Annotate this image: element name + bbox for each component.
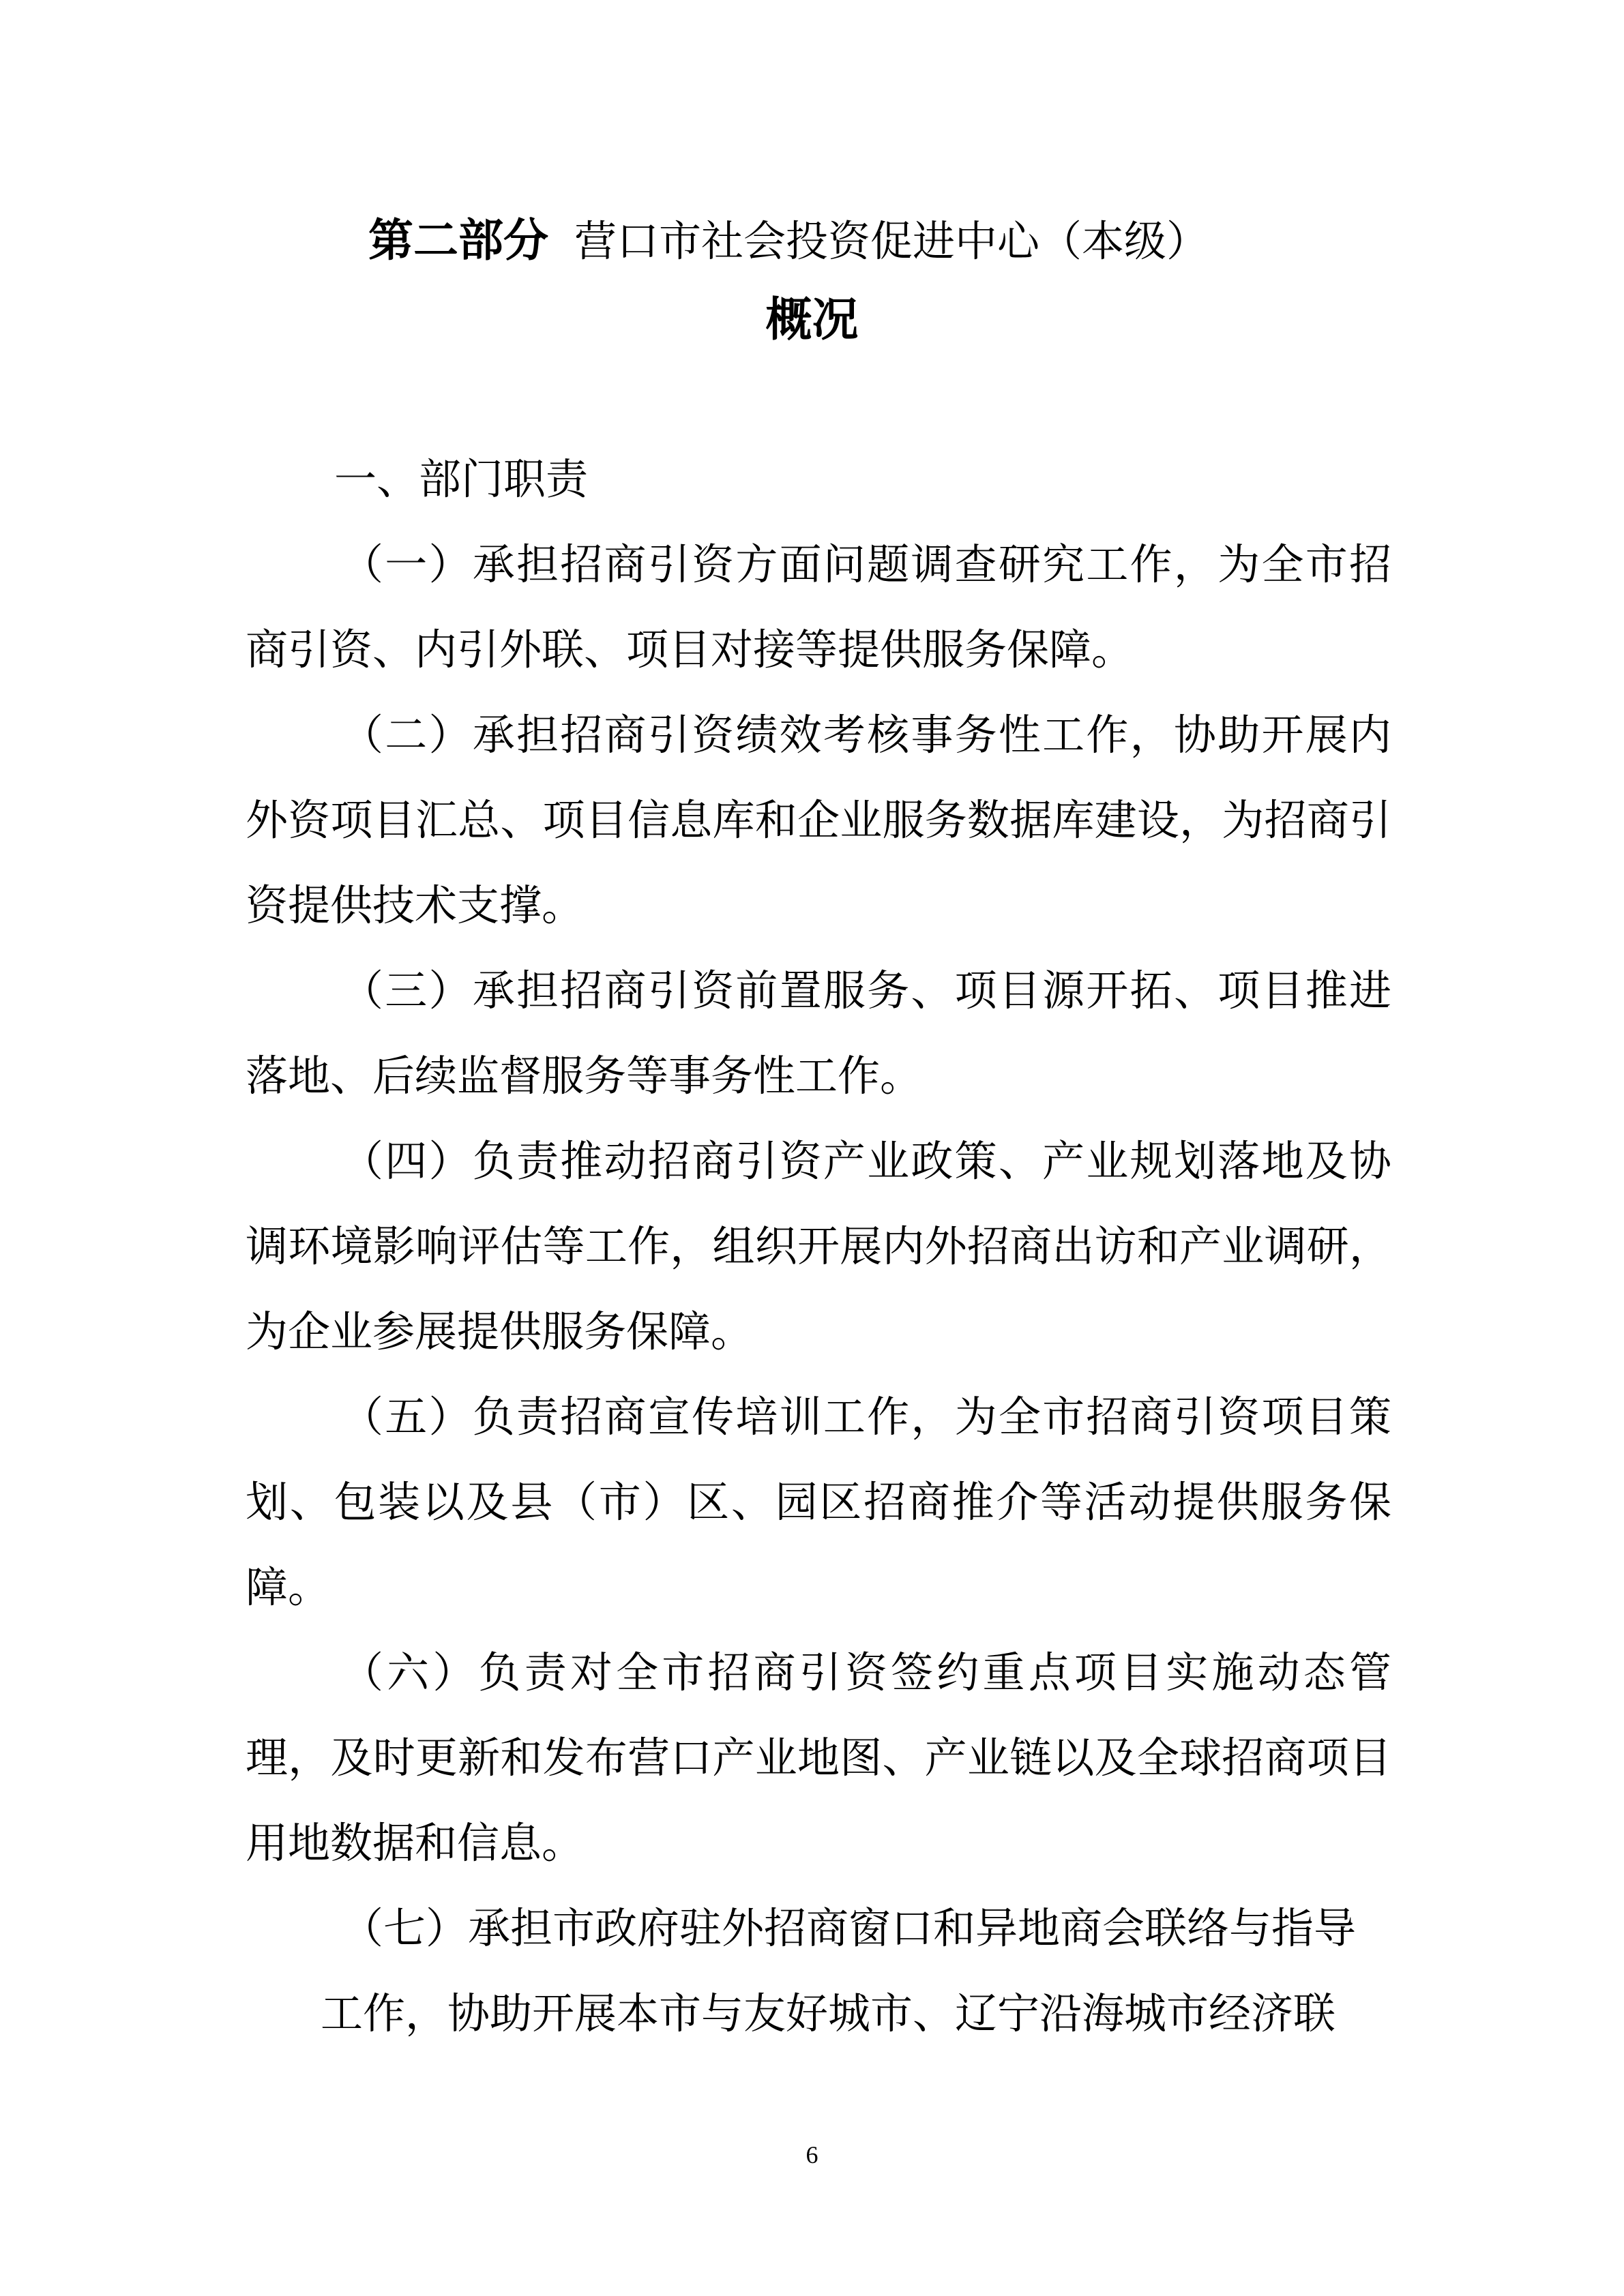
paragraph-7-line-1: （七）承担市政府驻外招商窗口和异地商会联络与指导 [341, 1903, 1357, 1953]
title-organization-name: 营口市社会投资促进中心（本级） [574, 216, 1209, 266]
page-title [368, 210, 1323, 272]
paragraph-7-line-2: 工作，协助开展本市与友好城市、辽宁沿海城市经济联 [321, 1988, 1336, 2038]
paragraph-2: （二）承担招商引资绩效考核事务性工作，协助开展内外资项目汇总、项目信息库和企业服务数据库建设，为招商引资提供技术支撑。 [246, 710, 1391, 930]
paragraph-5: （五）负责招商宣传培训工作，为全市招商引资项目策划、包装以及县（市）区、园区招商推介等活动提供服务保障。 [246, 1392, 1391, 1612]
paragraph-4: （四）负责推动招商引资产业政策、产业规划落地及协调环境影响评估等工作，组织开展内外招商出访和产业调研，为企业参展提供服务保障。 [246, 1136, 1391, 1356]
document-body [246, 436, 1391, 2056]
page-subtitle: 概况 [765, 293, 859, 347]
paragraph-3: （三）承担招商引资前置服务、项目源开拓、项目推进落地、后续监督服务等事务性工作。 [246, 966, 1391, 1101]
paragraph-6: （六）负责对全市招商引资签约重点项目实施动态管理，及时更新和发布营口产业地图、产业链以及全球招商项目用地数据和信息。 [246, 1648, 1391, 1868]
page-number: 6 [806, 2141, 818, 2168]
section-heading: 一、部门职责 [334, 454, 589, 504]
paragraph-1: （一）承担招商引资方面问题调查研究工作，为全市招商引资、内引外联、项目对接等提供服务保障。 [246, 539, 1391, 674]
title-part-label: 第二部分 [368, 214, 548, 267]
